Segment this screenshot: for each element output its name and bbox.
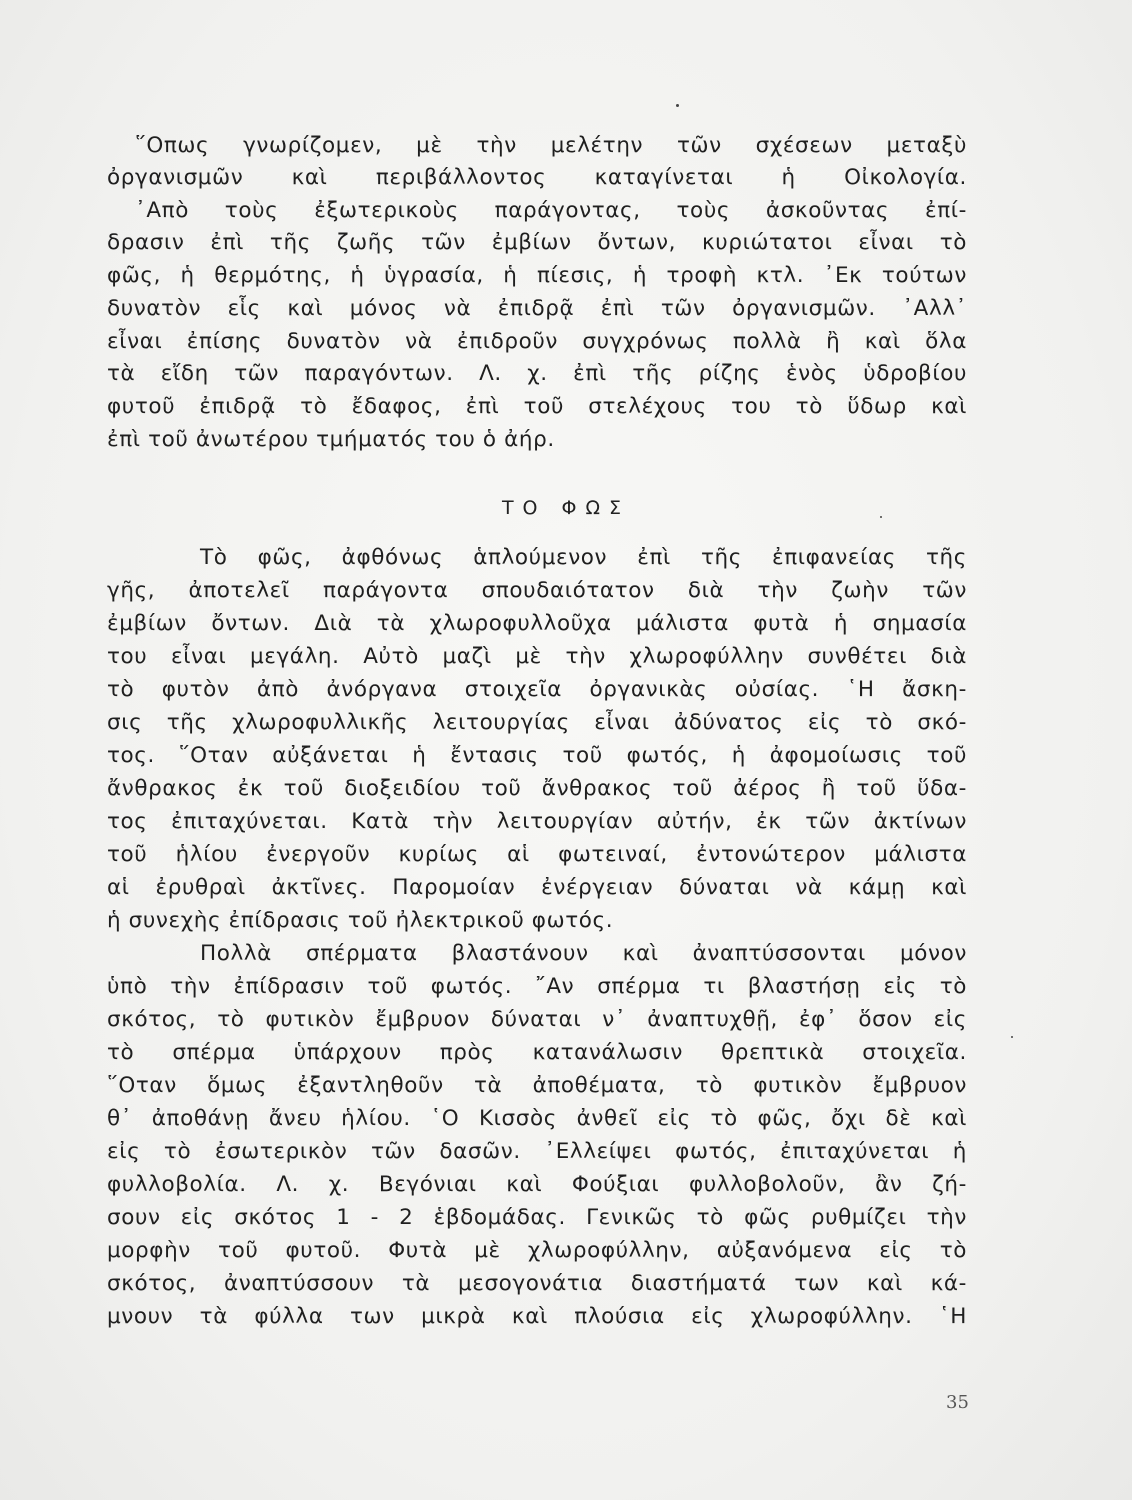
text-line: δρασιν ἐπὶ τῆς ζωῆς τῶν ἐμβίων ὄντων, κυριώτατοι εἶναι τὸ — [107, 230, 967, 255]
text-line: ἐπὶ τοῦ ἀνωτέρου τμήματός του ὁ ἀήρ. — [107, 427, 555, 452]
text-line: ᾿Απὸ τοὺς ἐξωτερικοὺς παράγοντας, τοὺς ἀσκοῦντας ἐπί- — [135, 198, 967, 223]
text-line: δυνατὸν εἷς καὶ μόνος νὰ ἐπιδρᾷ ἐπὶ τῶν ὀργανισμῶν. ᾿Αλλ᾿ — [107, 296, 967, 321]
text-line: ἄνθρακος ἐκ τοῦ διοξειδίου τοῦ ἄνθρακος τοῦ ἀέρος ἢ τοῦ ὕδα- — [107, 776, 967, 801]
text-line: αἱ ἐρυθραὶ ἀκτῖνες. Παρομοίαν ἐνέργειαν δύναται νὰ κάμῃ καὶ — [107, 875, 967, 900]
text-line: εἰς τὸ ἐσωτερικὸν τῶν δασῶν. ᾿Ελλείψει φωτός, ἐπιταχύνεται ἡ — [107, 1139, 967, 1164]
text-line: τος. ῞Οταν αὐξάνεται ἡ ἔντασις τοῦ φωτός, ἡ ἀφομοίωσις τοῦ — [107, 743, 967, 768]
text-line: ὑπὸ τὴν ἐπίδρασιν τοῦ φωτός. ῎Αν σπέρμα τι βλαστήσῃ εἰς τὸ — [107, 974, 967, 999]
text-line: του εἶναι μεγάλη. Αὐτὸ μαζὶ μὲ τὴν χλωροφύλλην συνθέτει διὰ — [107, 644, 967, 669]
text-line: ῞Οταν ὅμως ἐξαντληθοῦν τὰ ἀποθέματα, τὸ φυτικὸν ἔμβρυον — [107, 1073, 967, 1098]
text-line: εἶναι ἐπίσης δυνατὸν νὰ ἐπιδροῦν συγχρόνως πολλὰ ἢ καὶ ὅλα — [107, 329, 967, 354]
text-line: ἡ συνεχὴς ἐπίδρασις τοῦ ἠλεκτρικοῦ φωτός. — [107, 908, 614, 933]
text-line: τὰ εἴδη τῶν παραγόντων. Λ. χ. ἐπὶ τῆς ρίζης ἑνὸς ὑδροβίου — [107, 361, 967, 386]
text-line: Τὸ φῶς, ἀφθόνως ἁπλούμενον ἐπὶ τῆς ἐπιφανείας τῆς — [200, 545, 967, 570]
text-line: τὸ φυτὸν ἀπὸ ἀνόργανα στοιχεῖα ὀργανικὰς οὐσίας. ῾Η ἄσκη- — [107, 677, 967, 702]
text-line: ἐμβίων ὄντων. Διὰ τὰ χλωροφυλλοῦχα μάλιστα φυτὰ ἡ σημασία — [107, 611, 967, 636]
section-heading: ΤΟ ΦΩΣ — [501, 497, 631, 519]
text-line: ὀργανισμῶν καὶ περιβάλλοντος καταγίνεται ἡ Οἰκολογία. — [107, 165, 967, 190]
scan-speck — [880, 516, 882, 518]
text-line: φυτοῦ ἐπιδρᾷ τὸ ἔδαφος, ἐπὶ τοῦ στελέχους του τὸ ὕδωρ καὶ — [107, 394, 967, 419]
text-line: τος ἐπιταχύνεται. Κατὰ τὴν λειτουργίαν αὐτήν, ἐκ τῶν ἀκτίνων — [107, 809, 967, 834]
text-line: ῞Οπως γνωρίζομεν, μὲ τὴν μελέτην τῶν σχέσεων μεταξὺ — [135, 133, 967, 158]
text-line: γῆς, ἀποτελεῖ παράγοντα σπουδαιότατον διὰ τὴν ζωὴν τῶν — [107, 578, 967, 603]
page-number: 35 — [946, 1392, 969, 1413]
text-line: φυλλοβολία. Λ. χ. Βεγόνιαι καὶ Φούξιαι φυλλοβολοῦν, ἂν ζή- — [107, 1172, 967, 1197]
text-line: σις τῆς χλωροφυλλικῆς λειτουργίας εἶναι ἀδύνατος εἰς τὸ σκό- — [107, 710, 967, 735]
text-line: σουν εἰς σκότος 1 - 2 ἑβδομάδας. Γενικῶς τὸ φῶς ρυθμίζει τὴν — [107, 1205, 967, 1230]
scan-speck — [676, 104, 679, 107]
text-line: θ᾿ ἀποθάνῃ ἄνευ ἡλίου. ῾Ο Κισσὸς ἀνθεῖ εἰς τὸ φῶς, ὄχι δὲ καὶ — [107, 1106, 967, 1131]
text-line: Πολλὰ σπέρματα βλαστάνουν καὶ ἀναπτύσσονται μόνον — [200, 941, 967, 966]
text-line: φῶς, ἡ θερμότης, ἡ ὑγρασία, ἡ πίεσις, ἡ τροφὴ κτλ. ᾿Εκ τούτων — [107, 263, 967, 288]
scan-speck — [1011, 1036, 1013, 1038]
text-line: τὸ σπέρμα ὑπάρχουν πρὸς κατανάλωσιν θρεπτικὰ στοιχεῖα. — [107, 1040, 967, 1065]
text-line: σκότος, τὸ φυτικὸν ἔμβρυον δύναται ν᾿ ἀναπτυχθῇ, ἐφ᾿ ὅσον εἰς — [107, 1007, 967, 1032]
text-line: σκότος, ἀναπτύσσουν τὰ μεσογονάτια διαστήματά των καὶ κά- — [107, 1271, 967, 1296]
text-line: μορφὴν τοῦ φυτοῦ. Φυτὰ μὲ χλωροφύλλην, αὐξανόμενα εἰς τὸ — [107, 1238, 967, 1263]
text-line: τοῦ ἡλίου ἐνεργοῦν κυρίως αἱ φωτειναί, ἐντονώτερον μάλιστα — [107, 842, 967, 867]
text-line: μνουν τὰ φύλλα των μικρὰ καὶ πλούσια εἰς χλωροφύλλην. ῾Η — [107, 1304, 967, 1329]
